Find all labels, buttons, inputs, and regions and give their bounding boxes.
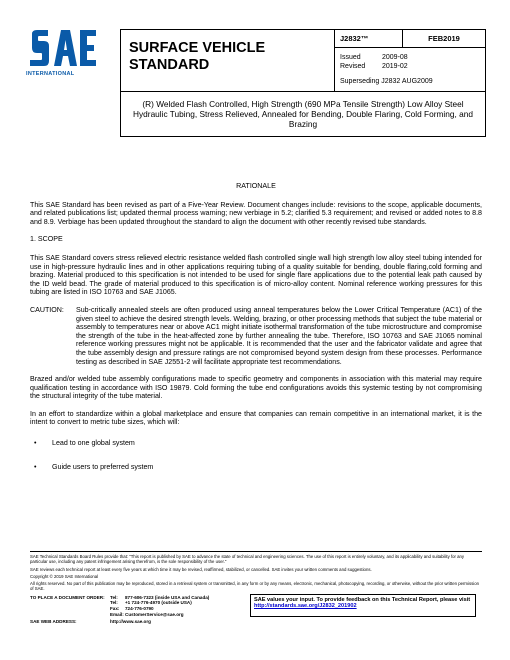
logo-tagline: INTERNATIONAL	[26, 71, 75, 77]
bullet-icon: •	[34, 439, 37, 448]
revised-date: 2019-02	[382, 63, 408, 70]
caution-text: Sub-critically annealed steels are often produced using anneal temperatures below the Lower Critical Temperature (AC1) of the given steel to achieve the desired strength levels. Welding, brazing, or other processing methods that subject the tube material or assembly to temperatures near or above AC1 might initiate isothermal transformation of the tube microstructure and compromise the strength of the tube in the heat-affected zone by further annealing the tube. Therefore, ISO 10763 and SAE J1065 nominal reference working pressures might not be applicable. It is recommended that the user and the fabricator validate and agree that the tube assembly design and pressure ratings are not compromised beyond system design from these processes. Performance testing as described in SAE J2551-2 will facilitate appropriate test recommendations.	[76, 305, 482, 366]
document-footer	[30, 551, 482, 624]
phone-intl: +1 724-776-4970 (outside USA)	[125, 600, 192, 606]
rationale-paragraph: This SAE Standard has been revised as part of a Five-Year Review. Document changes include: revisions to the scope, applicable documents, and related publications list; updated thermal process warning; new verbiage in 5.2; clarified 5.3 requirement; and revised or added notes to 8.8 and 8.9. Verbiage has been updated throughout the standard to align the document with other recently revised tube standards.	[30, 200, 482, 226]
document-body	[30, 182, 482, 486]
superseding-note: Superseding J2832 AUG2009	[340, 78, 433, 85]
rationale-heading: RATIONALE	[236, 182, 276, 190]
effort-paragraph: In an effort to standardize within a global marketplace and ensure that companies can remain competitive in an international market, it is the intent to convert to metric tube sizes, which will:	[30, 409, 482, 427]
list-item: • Guide users to preferred system	[34, 462, 154, 471]
issued-date: 2009-08	[382, 54, 408, 61]
list-item: • Lead to one global system	[34, 439, 135, 448]
scope-heading: 1. SCOPE	[30, 235, 63, 244]
bullet-icon: •	[34, 462, 37, 471]
issue-info: Issued 2009-08 Revised 2019-02 Superseding J2832 AUG2009	[335, 48, 486, 92]
document-number: J2832™	[335, 30, 403, 48]
scope-paragraph: This SAE Standard covers stress relieved electric resistance welded flash controlled single wall high strength low alloy steel tubing intended for use in high-pressure hydraulic lines and in other applications requiring tubing of a quality suitable for bending, double flaring,cold forming and brazing. Material produced to this specification is not intended to be used for single flare applications due to the potential leak path caused by the ID weld bead. The grade of material produced to this specification is of micro-alloy content. Nominal reference working pressures for this tubing are listed in ISO 10763 and SAE J1065.	[30, 253, 482, 297]
document-date: FEB2019	[403, 30, 486, 48]
contact-info: Tel: 877-606-7323 (inside USA and Canada) Tel: +1 724-776-4970 (outside USA) Fax: 724-776-0790 Email: CustomerService@sae.org	[110, 594, 210, 617]
copyright: Copyright © 2019 SAE International	[30, 573, 99, 579]
review-note: SAE reviews each technical report at least every five years at which time it may be revised, reaffirmed, stabilized, or cancelled. SAE invites your written comments and suggestions.	[30, 566, 372, 572]
caution-block	[30, 306, 482, 366]
fax-number: 724-776-0790	[125, 605, 154, 611]
phone-usa: 877-606-7323 (inside USA and Canada)	[125, 594, 210, 600]
order-label: TO PLACE A DOCUMENT ORDER:	[30, 594, 105, 600]
rules-note: SAE Technical Standards Board Rules provide that: "This report is published by SAE to advance the state of technical and engineering sciences. The use of this report is entirely voluntary, and its applicability and suitability for any particular use, including any patent infringement arising therefrom, is the sole responsibility of the user."	[30, 554, 465, 565]
email-address[interactable]: CustomerService@sae.org	[125, 611, 184, 617]
header-table	[120, 29, 486, 137]
rights-note: All rights reserved. No part of this publication may be reproduced, stored in a retrieval system or transmitted, in any form or by any means, electronic, mechanical, photocopying, recording, or otherwise, without the prior written permission of SAE.	[30, 581, 479, 592]
order-info	[30, 595, 482, 617]
document-type-title: SURFACE VEHICLE STANDARD	[121, 30, 335, 92]
feedback-link[interactable]: http://standards.sae.org/J2832_201902	[254, 603, 357, 610]
web-link[interactable]: http://www.sae.org	[110, 619, 151, 625]
brazed-paragraph: Brazed and/or welded tube assembly configurations made to specific geometry and components in association with this material may require qualification testing in accordance with ISO 19879. Cold forming the tube end configurations avoids this systemic testing by not compromising the structural integrity of the tube material.	[30, 375, 482, 401]
web-address-row: SAE WEB ADDRESS: http://www.sae.org	[30, 619, 151, 625]
document-subject: (R) Welded Flash Controlled, High Strength (690 MPa Tensile Strength) Low Alloy Steel Hydraulic Tubing, Stress Relieved, Annealed for Bending, Double Flaring, Cold Forming, and Brazing	[121, 92, 486, 137]
caution-label: CAUTION:	[30, 305, 64, 314]
feedback-box: SAE values your input. To provide feedback on this Technical Report, please visit http://standards.sae.org/J2832_201902	[250, 594, 476, 617]
